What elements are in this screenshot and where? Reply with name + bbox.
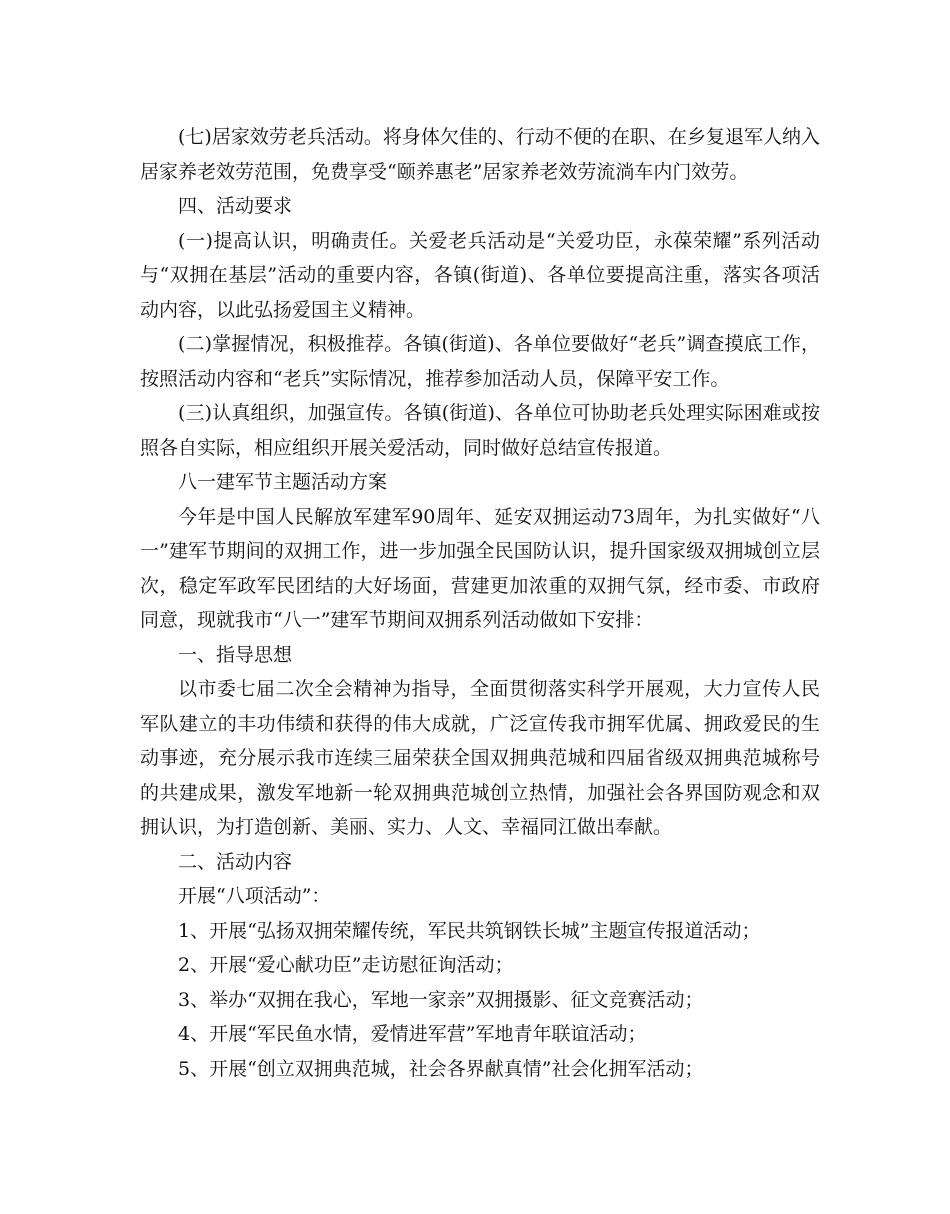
- heading-activity-requirements: 四、活动要求: [178, 195, 293, 217]
- paragraph-guiding-ideology: 以市委七届二次全会精神为指导，全面贯彻落实科学开展观，大力宣传人民军队建立的丰功伟绩和获得的伟大成就，广泛宣传我市拥军优属、拥政爱民的生动事迹，充分展示我市连续三届荣获全国双拥典范城和四届省级双拥典范城称号的共建成果，激发军地新一轮双拥典范城创立热情，加强社会各界国防观念和双拥认识，为打造创新、美丽、实力、人文、幸福同江做出奉献。: [140, 678, 820, 838]
- list-item-1: 1、开展“弘扬双拥荣耀传统，军民共筑钢铁长城”主题宣传报道活动；: [178, 919, 761, 942]
- section-title-army-day-plan: 八一建军节主题活动方案: [178, 471, 388, 493]
- paragraph-intro: 今年是中国人民解放军建军90周年、延安双拥运动73周年，为扎实做好“八一”建军节期间的双拥工作，进一步加强全民国防认识，提升国家级双拥城创立层次，稳定军政军民团结的大好场面，营建更加浓重的双拥气氛，经市委、市政府同意，现就我市“八一”建军节期间双拥系列活动做如下安排：: [140, 505, 820, 631]
- document-body: [140, 120, 820, 1086]
- paragraph-raise-awareness: (一)提高认识，明确责任。关爱老兵活动是“关爱功臣，永葆荣耀”系列活动与“双拥在基层”活动的重要内容，各镇(街道)、各单位要提高注重，落实各项活动内容，以此弘扬爱国主义精神。: [140, 229, 820, 321]
- heading-guiding-ideology: 一、指导思想: [178, 643, 293, 666]
- list-item-4: 4、开展“军民鱼水情，爱情进军营”军地青年联谊活动；: [178, 1023, 647, 1045]
- paragraph-grasp-situation: (二)掌握情况，积极推荐。各镇(街道)、各单位要做好“老兵”调查摸底工作，按照活动内容和“老兵”实际情况，推荐参加活动人员，保障平安工作。: [140, 333, 820, 390]
- list-item-2: 2、开展“爱心献功臣”走访慰征询活动；: [178, 954, 514, 976]
- list-item-5: 5、开展“创立双拥典范城，社会各界献真情”社会化拥军活动；: [178, 1057, 704, 1080]
- paragraph-eight-activities: 开展“八项活动”：: [178, 885, 331, 907]
- paragraph-care-at-home: (七)居家效劳老兵活动。将身体欠佳的、行动不便的在职、在乡复退军人纳入居家养老效劳范围，免费享受“颐养惠老”居家养老效劳流淌车内门效劳。: [140, 126, 820, 183]
- paragraph-organize-publicize: (三)认真组织，加强宣传。各镇(街道)、各单位可协助老兵处理实际困难或按照各自实际，相应组织开展关爱活动，同时做好总结宣传报道。: [140, 402, 820, 459]
- heading-activity-content: 二、活动内容: [178, 850, 293, 873]
- list-item-3: 3、举办“双拥在我心，军地一家亲”双拥摄影、征文竞赛活动；: [178, 988, 704, 1011]
